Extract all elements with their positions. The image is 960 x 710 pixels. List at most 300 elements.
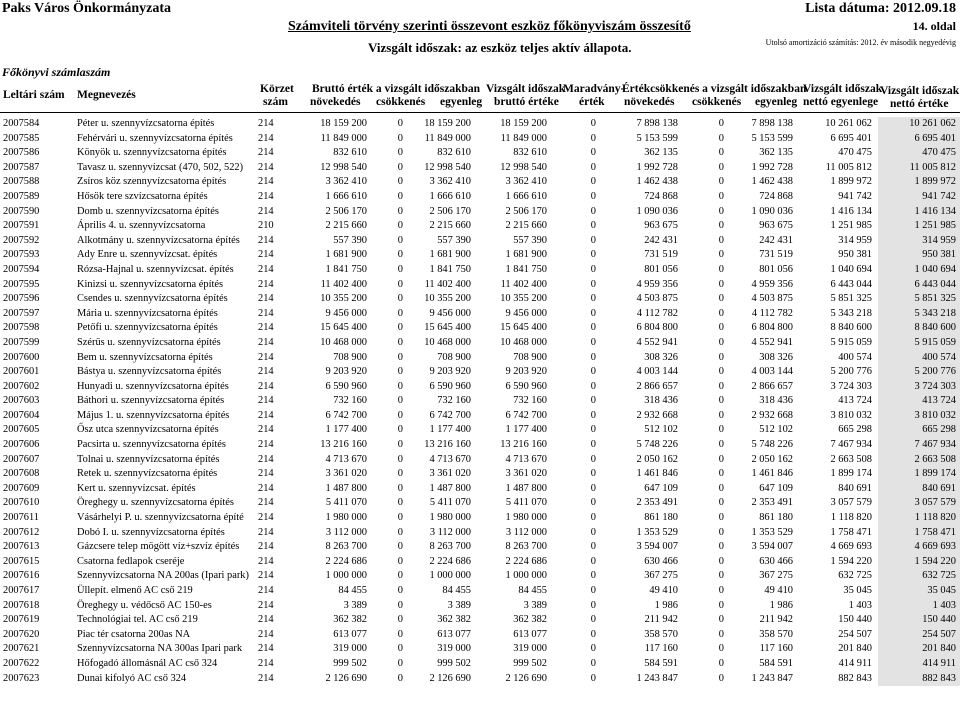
cell-period-gross: 1 487 800 <box>505 482 547 494</box>
table-row <box>0 321 960 336</box>
cell-period-gross: 12 998 540 <box>500 161 547 173</box>
cell-gross-decrease: 0 <box>397 424 403 436</box>
cell-period-net-value: 1 040 694 <box>914 263 956 275</box>
cell-gross-decrease: 0 <box>397 585 403 596</box>
cell-period-net-value: 3 057 579 <box>914 497 956 509</box>
cell-period-net-balance: 6 695 401 <box>830 132 872 144</box>
cell-gross-increase: 557 390 <box>333 234 367 246</box>
cell-dep-increase: 362 135 <box>644 147 678 159</box>
cell-dep-decrease: 0 <box>718 336 724 348</box>
cell-dep-increase: 1 986 <box>654 599 678 611</box>
cell-residual: 0 <box>590 570 596 582</box>
cell-period-gross: 362 382 <box>513 614 547 626</box>
cell-period-gross: 2 215 660 <box>505 220 547 232</box>
cell-residual: 0 <box>590 190 596 202</box>
cell-period-net-balance: 1 899 972 <box>830 176 872 188</box>
cell-dep-decrease: 0 <box>718 366 724 378</box>
cell-description: Alkotmány u. szennyvízcsatorna építés <box>77 234 240 246</box>
cell-district: 214 <box>258 628 274 640</box>
cell-gross-balance: 15 645 400 <box>424 322 471 334</box>
cell-period-net-balance: 665 298 <box>838 424 872 436</box>
cell-period-net-value: 950 381 <box>922 249 956 261</box>
col-header-period-net-balance-2: nettó egyenlege <box>803 96 879 108</box>
cell-district: 214 <box>258 570 274 582</box>
table-row <box>0 423 960 438</box>
cell-gross-increase: 3 361 020 <box>325 468 367 480</box>
cell-inventory-number: 2007592 <box>3 234 40 246</box>
cell-dep-balance: 4 112 782 <box>751 307 793 319</box>
table-row <box>0 219 960 234</box>
cell-period-gross: 6 742 700 <box>505 409 547 421</box>
cell-description: Április 4. u. szennyvízcsatorna <box>77 220 206 232</box>
cell-district: 214 <box>258 409 274 421</box>
cell-period-net-balance: 1 251 985 <box>830 220 872 232</box>
cell-inventory-number: 2007622 <box>3 657 40 669</box>
col-header-depreciation-group: Értékcsökkenés a vizsgált időszakban <box>622 83 807 95</box>
cell-inventory-number: 2007608 <box>3 468 40 480</box>
cell-period-net-balance: 314 959 <box>838 234 872 246</box>
cell-description: Gázcsere telep mögött víz+szvíz építés <box>77 541 240 553</box>
list-date: Lista dátuma: 2012.09.18 <box>805 1 956 16</box>
table-row <box>0 555 960 570</box>
cell-dep-balance: 5 748 226 <box>751 439 793 451</box>
cell-gross-decrease: 0 <box>397 409 403 421</box>
cell-gross-balance: 2 126 690 <box>429 672 471 684</box>
cell-dep-increase: 2 932 668 <box>636 409 678 421</box>
cell-gross-decrease: 0 <box>397 205 403 217</box>
table-row <box>0 278 960 293</box>
cell-residual: 0 <box>590 205 596 217</box>
cell-gross-increase: 5 411 070 <box>325 497 367 509</box>
cell-description: Báthori u. szennyvízcsatorna építés <box>77 395 225 407</box>
cell-period-net-value: 7 467 934 <box>914 439 956 451</box>
cell-dep-decrease: 0 <box>718 482 724 494</box>
table-row <box>0 672 960 687</box>
cell-inventory-number: 2007585 <box>3 132 40 144</box>
cell-gross-decrease: 0 <box>397 526 403 538</box>
cell-residual: 0 <box>590 439 596 451</box>
cell-period-net-value: 35 045 <box>927 585 956 596</box>
cell-dep-increase: 963 675 <box>644 220 678 232</box>
cell-district: 214 <box>258 249 274 261</box>
cell-residual: 0 <box>590 351 596 363</box>
cell-inventory-number: 2007594 <box>3 263 40 275</box>
cell-period-net-balance: 150 440 <box>838 614 872 626</box>
cell-gross-increase: 11 849 000 <box>320 132 367 144</box>
cell-description: Péter u. szennyvízcsatorna építés <box>77 118 215 129</box>
cell-gross-balance: 84 455 <box>442 585 471 596</box>
cell-description: Piac tér csatorna 200as NA <box>77 628 191 640</box>
cell-residual: 0 <box>590 614 596 626</box>
cell-dep-increase: 4 503 875 <box>636 293 678 305</box>
cell-district: 214 <box>258 161 274 173</box>
cell-period-gross: 11 849 000 <box>500 132 547 144</box>
cell-dep-decrease: 0 <box>718 205 724 217</box>
cell-gross-decrease: 0 <box>397 147 403 159</box>
cell-period-net-value: 1 251 985 <box>914 220 956 232</box>
cell-period-net-value: 1 403 <box>932 599 956 611</box>
cell-gross-decrease: 0 <box>397 307 403 319</box>
cell-inventory-number: 2007607 <box>3 453 40 465</box>
cell-dep-increase: 1 353 529 <box>636 526 678 538</box>
cell-inventory-number: 2007602 <box>3 380 40 392</box>
cell-gross-increase: 1 666 610 <box>325 190 367 202</box>
cell-dep-balance: 5 153 599 <box>751 132 793 144</box>
cell-period-net-balance: 950 381 <box>838 249 872 261</box>
cell-gross-balance: 2 506 170 <box>429 205 471 217</box>
cell-dep-decrease: 0 <box>718 555 724 567</box>
cell-period-net-value: 941 742 <box>922 190 956 202</box>
cell-gross-decrease: 0 <box>397 190 403 202</box>
cell-residual: 0 <box>590 322 596 334</box>
cell-dep-balance: 6 804 800 <box>751 322 793 334</box>
cell-inventory-number: 2007589 <box>3 190 40 202</box>
cell-dep-balance: 4 003 144 <box>751 366 793 378</box>
cell-residual: 0 <box>590 395 596 407</box>
cell-period-gross: 10 355 200 <box>500 293 547 305</box>
cell-inventory-number: 2007596 <box>3 293 40 305</box>
ledger-table <box>0 117 960 686</box>
cell-dep-balance: 7 898 138 <box>751 118 793 129</box>
cell-dep-increase: 647 109 <box>644 482 678 494</box>
cell-dep-balance: 731 519 <box>759 249 793 261</box>
cell-period-net-value: 5 343 218 <box>914 307 956 319</box>
table-row <box>0 657 960 672</box>
cell-period-net-value: 414 911 <box>922 657 956 669</box>
cell-residual: 0 <box>590 512 596 524</box>
cell-district: 214 <box>258 322 274 334</box>
cell-description: Hősök tere szvízcsatorna építés <box>77 190 208 202</box>
cell-description: Szérüs u. szennyvízcsatorna építés <box>77 336 221 348</box>
cell-period-net-balance: 8 840 600 <box>830 322 872 334</box>
cell-gross-increase: 2 215 660 <box>325 220 367 232</box>
cell-dep-balance: 308 326 <box>759 351 793 363</box>
cell-residual: 0 <box>590 118 596 129</box>
cell-description: Május 1. u. szennyvízcsatorna építés <box>77 409 230 421</box>
cell-period-net-value: 11 005 812 <box>909 161 956 173</box>
cell-period-net-balance: 1 594 220 <box>830 555 872 567</box>
cell-period-gross: 832 610 <box>513 147 547 159</box>
cell-dep-decrease: 0 <box>718 585 724 596</box>
cell-dep-increase: 117 160 <box>644 643 678 655</box>
cell-gross-balance: 8 263 700 <box>429 541 471 553</box>
cell-inventory-number: 2007590 <box>3 205 40 217</box>
cell-period-gross: 11 402 400 <box>500 278 547 290</box>
cell-dep-balance: 1 986 <box>769 599 793 611</box>
cell-gross-balance: 4 713 670 <box>429 453 471 465</box>
cell-residual: 0 <box>590 424 596 436</box>
cell-gross-increase: 708 900 <box>333 351 367 363</box>
cell-description: Csatorna fedlapok cseréje <box>77 555 185 567</box>
cell-dep-increase: 584 591 <box>644 657 678 669</box>
cell-dep-balance: 2 050 162 <box>751 453 793 465</box>
cell-dep-decrease: 0 <box>718 307 724 319</box>
cell-period-net-balance: 35 045 <box>843 585 872 596</box>
cell-description: Vásárhelyi P. u. szennyvízcsatorna építé <box>77 512 244 524</box>
cell-description: Öreghegy u. védőcső AC 150-es <box>77 599 212 611</box>
cell-period-net-balance: 3 057 579 <box>830 497 872 509</box>
cell-dep-increase: 1 461 846 <box>636 468 678 480</box>
cell-gross-increase: 2 126 690 <box>325 672 367 684</box>
cell-inventory-number: 2007620 <box>3 628 40 640</box>
table-row <box>0 613 960 628</box>
col-header-period-net-balance: Vizsgált időszak <box>803 83 883 95</box>
cell-dep-increase: 861 180 <box>644 512 678 524</box>
cell-gross-balance: 10 468 000 <box>424 336 471 348</box>
cell-dep-decrease: 0 <box>718 234 724 246</box>
cell-dep-decrease: 0 <box>718 351 724 363</box>
cell-gross-decrease: 0 <box>397 614 403 626</box>
cell-inventory-number: 2007619 <box>3 614 40 626</box>
cell-gross-balance: 5 411 070 <box>429 497 471 509</box>
cell-period-net-balance: 254 507 <box>838 628 872 640</box>
table-row <box>0 365 960 380</box>
cell-inventory-number: 2007587 <box>3 161 40 173</box>
cell-description: Hunyadi u. szennyvízcsatorna építés <box>77 380 229 392</box>
cell-dep-balance: 4 503 875 <box>751 293 793 305</box>
cell-residual: 0 <box>590 468 596 480</box>
cell-inventory-number: 2007616 <box>3 570 40 582</box>
cell-district: 214 <box>258 132 274 144</box>
cell-inventory-number: 2007588 <box>3 176 40 188</box>
cell-district: 214 <box>258 351 274 363</box>
col-header-gross-group: Bruttó érték a vizsgált időszakban <box>312 83 481 95</box>
table-row <box>0 132 960 147</box>
col-header-period-net-value: Vizsgált időszak <box>880 85 960 97</box>
cell-gross-increase: 13 216 160 <box>320 439 367 451</box>
cell-dep-increase: 4 552 941 <box>636 336 678 348</box>
col-header-dep-balance: egyenleg <box>755 96 798 108</box>
cell-period-net-value: 882 843 <box>922 672 956 684</box>
cell-district: 214 <box>258 395 274 407</box>
cell-district: 214 <box>258 526 274 538</box>
table-row <box>0 146 960 161</box>
cell-gross-decrease: 0 <box>397 234 403 246</box>
cell-inventory-number: 2007599 <box>3 336 40 348</box>
cell-period-gross: 1 000 000 <box>505 570 547 582</box>
cell-period-net-value: 150 440 <box>922 614 956 626</box>
cell-residual: 0 <box>590 555 596 567</box>
cell-period-gross: 1 666 610 <box>505 190 547 202</box>
cell-gross-decrease: 0 <box>397 672 403 684</box>
table-row <box>0 336 960 351</box>
cell-description: Zsíros köz szennyvízcsatorna építés <box>77 176 227 188</box>
cell-gross-increase: 10 355 200 <box>320 293 367 305</box>
cell-dep-balance: 3 594 007 <box>751 541 793 553</box>
cell-gross-decrease: 0 <box>397 439 403 451</box>
cell-inventory-number: 2007584 <box>3 118 40 129</box>
cell-period-net-balance: 414 911 <box>838 657 872 669</box>
cell-period-gross: 9 456 000 <box>505 307 547 319</box>
cell-gross-balance: 3 389 <box>447 599 471 611</box>
cell-period-net-balance: 5 343 218 <box>830 307 872 319</box>
cell-gross-decrease: 0 <box>397 453 403 465</box>
cell-district: 214 <box>258 307 274 319</box>
cell-gross-balance: 832 610 <box>437 147 471 159</box>
cell-dep-decrease: 0 <box>718 249 724 261</box>
cell-period-gross: 319 000 <box>513 643 547 655</box>
table-row <box>0 540 960 555</box>
cell-period-net-balance: 1 899 174 <box>830 468 872 480</box>
cell-period-net-value: 6 443 044 <box>914 278 956 290</box>
cell-period-net-value: 840 691 <box>922 482 956 494</box>
cell-period-gross: 3 362 410 <box>505 176 547 188</box>
table-row <box>0 599 960 614</box>
cell-residual: 0 <box>590 132 596 144</box>
header-divider <box>0 112 960 113</box>
cell-period-gross: 4 713 670 <box>505 453 547 465</box>
cell-dep-increase: 308 326 <box>644 351 678 363</box>
cell-dep-balance: 1 462 438 <box>751 176 793 188</box>
cell-description: Kinizsi u. szennyvízcsatorna építés <box>77 278 224 290</box>
cell-dep-balance: 4 552 941 <box>751 336 793 348</box>
cell-dep-balance: 362 135 <box>759 147 793 159</box>
cell-inventory-number: 2007600 <box>3 351 40 363</box>
cell-dep-increase: 4 959 356 <box>636 278 678 290</box>
cell-inventory-number: 2007612 <box>3 526 40 538</box>
cell-description: Technológiai tel. AC cső 219 <box>77 614 198 626</box>
cell-gross-decrease: 0 <box>397 366 403 378</box>
cell-gross-increase: 10 468 000 <box>320 336 367 348</box>
cell-residual: 0 <box>590 541 596 553</box>
cell-inventory-number: 2007613 <box>3 541 40 553</box>
cell-dep-balance: 963 675 <box>759 220 793 232</box>
cell-district: 214 <box>258 672 274 684</box>
cell-gross-increase: 11 402 400 <box>320 278 367 290</box>
cell-gross-decrease: 0 <box>397 497 403 509</box>
cell-period-net-value: 665 298 <box>922 424 956 436</box>
cell-period-net-value: 10 261 062 <box>909 118 956 129</box>
cell-period-gross: 6 590 960 <box>505 380 547 392</box>
cell-period-net-balance: 11 005 812 <box>825 161 872 173</box>
cell-dep-decrease: 0 <box>718 614 724 626</box>
cell-period-net-balance: 470 475 <box>838 147 872 159</box>
cell-description: Pacsirta u. szennyvízcsatorna építés <box>77 439 226 451</box>
cell-period-net-balance: 882 843 <box>838 672 872 684</box>
cell-dep-increase: 3 594 007 <box>636 541 678 553</box>
cell-dep-balance: 861 180 <box>759 512 793 524</box>
table-row <box>0 453 960 468</box>
cell-dep-increase: 49 410 <box>649 585 678 596</box>
cell-period-gross: 13 216 160 <box>500 439 547 451</box>
cell-residual: 0 <box>590 249 596 261</box>
cell-period-net-value: 314 959 <box>922 234 956 246</box>
cell-period-gross: 1 841 750 <box>505 263 547 275</box>
cell-inventory-number: 2007606 <box>3 439 40 451</box>
cell-gross-balance: 732 160 <box>437 395 471 407</box>
cell-dep-balance: 724 868 <box>759 190 793 202</box>
cell-period-net-balance: 1 040 694 <box>830 263 872 275</box>
cell-gross-decrease: 0 <box>397 132 403 144</box>
cell-description: Fehérvári u. szennyvízcsatorna építés <box>77 132 233 144</box>
table-row <box>0 161 960 176</box>
cell-dep-increase: 6 804 800 <box>636 322 678 334</box>
cell-dep-increase: 7 898 138 <box>636 118 678 129</box>
table-row <box>0 117 960 132</box>
cell-period-net-value: 5 915 059 <box>914 336 956 348</box>
cell-residual: 0 <box>590 453 596 465</box>
cell-description: Üllepít. elmenő AC cső 219 <box>77 585 193 596</box>
cell-district: 214 <box>258 293 274 305</box>
cell-period-net-balance: 6 443 044 <box>830 278 872 290</box>
cell-gross-balance: 3 112 000 <box>429 526 471 538</box>
cell-gross-increase: 3 389 <box>343 599 367 611</box>
cell-inventory-number: 2007593 <box>3 249 40 261</box>
table-row <box>0 409 960 424</box>
cell-dep-increase: 731 519 <box>644 249 678 261</box>
cell-gross-increase: 4 713 670 <box>325 453 367 465</box>
cell-gross-increase: 2 224 686 <box>325 555 367 567</box>
cell-dep-balance: 358 570 <box>759 628 793 640</box>
col-header-description: Megnevezés <box>77 89 136 101</box>
cell-dep-decrease: 0 <box>718 570 724 582</box>
cell-dep-balance: 630 466 <box>759 555 793 567</box>
cell-district: 210 <box>258 220 274 232</box>
cell-residual: 0 <box>590 234 596 246</box>
cell-gross-decrease: 0 <box>397 278 403 290</box>
cell-period-net-balance: 201 840 <box>838 643 872 655</box>
cell-gross-decrease: 0 <box>397 599 403 611</box>
cell-inventory-number: 2007605 <box>3 424 40 436</box>
cell-gross-balance: 9 456 000 <box>429 307 471 319</box>
cell-gross-decrease: 0 <box>397 570 403 582</box>
org-name: Paks Város Önkormányzata <box>2 1 172 16</box>
cell-period-gross: 2 126 690 <box>505 672 547 684</box>
cell-period-gross: 2 506 170 <box>505 205 547 217</box>
cell-period-net-balance: 413 724 <box>838 395 872 407</box>
cell-dep-increase: 367 275 <box>644 570 678 582</box>
cell-gross-balance: 1 666 610 <box>429 190 471 202</box>
cell-period-gross: 1 681 900 <box>505 249 547 261</box>
cell-dep-decrease: 0 <box>718 468 724 480</box>
cell-gross-decrease: 0 <box>397 628 403 640</box>
cell-period-gross: 999 502 <box>513 657 547 669</box>
table-row <box>0 248 960 263</box>
cell-dep-balance: 242 431 <box>759 234 793 246</box>
cell-period-gross: 557 390 <box>513 234 547 246</box>
cell-period-net-value: 6 695 401 <box>914 132 956 144</box>
cell-district: 214 <box>258 336 274 348</box>
cell-gross-balance: 557 390 <box>437 234 471 246</box>
cell-gross-balance: 708 900 <box>437 351 471 363</box>
cell-gross-increase: 18 159 200 <box>320 118 367 129</box>
cell-period-net-value: 413 724 <box>922 395 956 407</box>
cell-dep-decrease: 0 <box>718 147 724 159</box>
cell-district: 214 <box>258 205 274 217</box>
cell-dep-increase: 2 353 491 <box>636 497 678 509</box>
cell-period-net-value: 1 118 820 <box>914 512 956 524</box>
cell-dep-decrease: 0 <box>718 118 724 129</box>
cell-dep-increase: 211 942 <box>644 614 678 626</box>
cell-period-net-balance: 400 574 <box>838 351 872 363</box>
cell-period-net-value: 4 669 693 <box>914 541 956 553</box>
cell-dep-balance: 2 866 657 <box>751 380 793 392</box>
cell-district: 214 <box>258 599 274 611</box>
cell-dep-increase: 724 868 <box>644 190 678 202</box>
cell-dep-increase: 4 003 144 <box>636 366 678 378</box>
cell-gross-increase: 6 742 700 <box>325 409 367 421</box>
cell-district: 214 <box>258 614 274 626</box>
cell-dep-decrease: 0 <box>718 541 724 553</box>
cell-inventory-number: 2007595 <box>3 278 40 290</box>
cell-gross-decrease: 0 <box>397 555 403 567</box>
table-row <box>0 190 960 205</box>
cell-period-gross: 3 361 020 <box>505 468 547 480</box>
cell-gross-balance: 999 502 <box>437 657 471 669</box>
cell-residual: 0 <box>590 307 596 319</box>
cell-district: 214 <box>258 643 274 655</box>
cell-description: Öreghegy u. szennyvízcsatorna építés <box>77 497 234 509</box>
